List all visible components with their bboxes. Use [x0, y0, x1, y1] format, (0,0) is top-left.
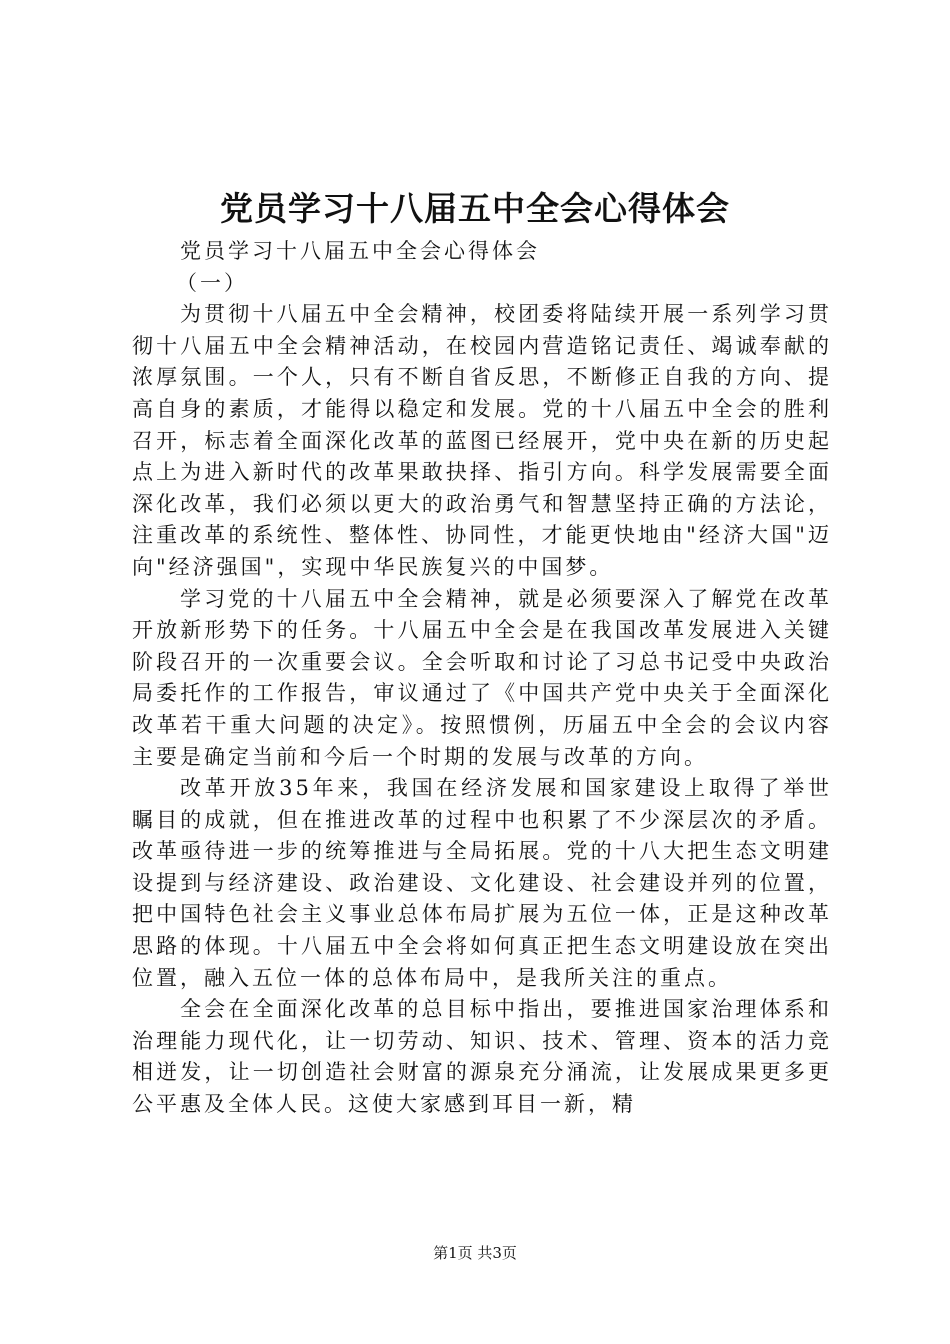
document-body — [132, 236, 832, 1121]
paragraph-1: 为贯彻十八届五中全会精神，校团委将陆续开展一系列学习贯彻十八届五中全会精神活动，在校园内营造铭记责任、竭诚奉献的浓厚氛围。一个人，只有不断自省反思，不断修正自我的方向、提高自身的素质，才能得以稳定和发展。党的十八届五中全会的胜利召开，标志着全面深化改革的蓝图已经展开，党中央在新的历史起点上为进入新时代的改革果敢抉择、指引方向。科学发展需要全面深化改革，我们必须以更大的政治勇气和智慧坚持正确的方法论，注重改革的系统性、整体性、协同性，才能更快地由"经济大国"迈向"经济强国"，实现中华民族复兴的中国梦。 — [132, 302, 832, 579]
document-title: 党员学习十八届五中全会心得体会 — [220, 189, 730, 228]
paragraph-2: 学习党的十八届五中全会精神，就是必须要深入了解党在改革开放新形势下的任务。十八届五中全会是在我国改革发展进入关键阶段召开的一次重要会议。全会听取和讨论了习总书记受中央政治局委托作的工作报告，审议通过了《中国共产党中央关于全面深化改革若干重大问题的决定》。按照惯例，历届五中全会的会议内容主要是确定当前和今后一个时期的发展与改革的方向。 — [132, 586, 832, 769]
paragraph-4: 全会在全面深化改革的总目标中指出，要推进国家治理体系和治理能力现代化，让一切劳动、知识、技术、管理、资本的活力竞相迸发，让一切创造社会财富的源泉充分涌流，让发展成果更多更公平惠及全体人民。这使大家感到耳目一新，精 — [132, 997, 832, 1117]
document-subtitle: 党员学习十八届五中全会心得体会 — [180, 239, 540, 263]
page-footer: 第1页 共3页 — [433, 1244, 517, 1262]
section-number: （一） — [176, 270, 248, 295]
paragraph-3: 改革开放35年来，我国在经济发展和国家建设上取得了举世瞩目的成就，但在推进改革的过程中也积累了不少深层次的矛盾。改革亟待进一步的统筹推进与全局拓展。党的十八大把生态文明建设提到与经济建设、政治建设、文化建设、社会建设并列的位置，把中国特色社会主义事业总体布局扩展为五位一体，正是这种改革思路的体现。十八届五中全会将如何真正把生态文明建设放在突出位置，融入五位一体的总体布局中，是我所关注的重点。 — [132, 776, 832, 990]
